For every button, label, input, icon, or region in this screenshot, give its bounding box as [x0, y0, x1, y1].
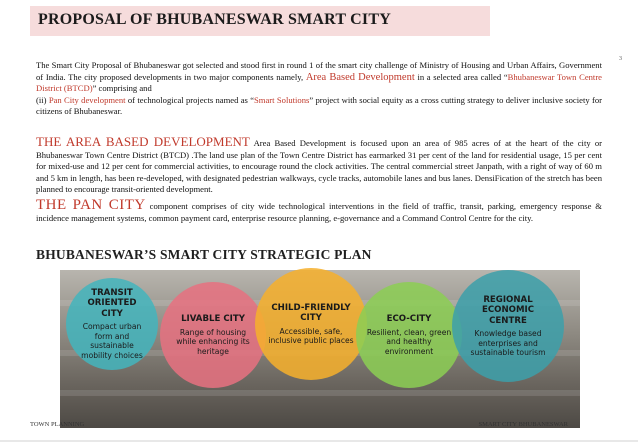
- pan-heading: THE PAN CITY: [36, 197, 146, 213]
- circle-heading: ECO-CITY: [386, 314, 432, 324]
- circle-description: Compact urban form and sustainable mobility choices: [81, 322, 143, 360]
- circle-description: Accessible, safe, inclusive public places: [268, 326, 354, 345]
- intro-text-6: ” project with social equity as a cross cutting strategy to deliver inclusive society for citizens of Bhubaneswar.: [36, 94, 602, 117]
- page-number: 3: [619, 56, 622, 62]
- highlight-area-based-development: Area Based Development: [305, 71, 415, 83]
- pan-text: component comprises of city wide technological interventions in the field of traffic, transit, parking, emergency response & incidence management systems, common payment card, enterprise resource planning, e-governance and a Command Control Centre for the city.: [36, 201, 602, 223]
- strategic-plan-title: BHUBANESWAR’S SMART CITY STRATEGIC PLAN: [36, 247, 372, 262]
- highlight-smart-solutions: Smart Solutions: [254, 94, 310, 105]
- intro-text-5: of technological projects named as “: [125, 94, 255, 105]
- circle-child-friendly-city: [255, 268, 367, 380]
- photo-texture: [60, 390, 580, 396]
- circle-heading: LIVABLE CITY: [181, 314, 245, 324]
- intro-text-1: The Smart City Proposal of Bhubaneswar got selected and stood first in round 1 of the smart city challenge of Ministry of Housing and Urban Affairs, Government of India. The city proposed developments in two major components namely,: [36, 60, 602, 82]
- circle-description: Knowledge based enterprises and sustainable tourism: [470, 329, 546, 357]
- footer-left: TOWN PLANNING: [30, 421, 85, 428]
- highlight-btcd: Bhubaneswar Town Centre District (BTCD): [36, 71, 602, 94]
- intro-text-2: in a selected area called “: [414, 71, 508, 82]
- page-title: PROPOSAL OF BHUBANESWAR SMART CITY: [38, 11, 391, 28]
- pan-paragraph: [36, 197, 602, 224]
- highlight-pan-city-development: Pan City development: [48, 94, 126, 105]
- abd-paragraph: [36, 136, 602, 196]
- circle-livable-city: [160, 282, 266, 388]
- circle-heading: TRANSIT ORIENTED CITY: [87, 287, 137, 319]
- circle-heading: CHILD-FRIENDLY CITY: [271, 302, 351, 323]
- abd-heading: THE AREA BASED DEVELOPMENT: [36, 134, 250, 149]
- abd-text: Area Based Development is focused upon an area of 985 acres of at the heart of the city or Bhubaneswar Town Centre District (BTCD) .The land use plan of the Town Centre District has earmarked 31 per cent of the land for residential usage, 15 per cent for mixed-use and 12 per cent for commercial activities, to encourage round the clock activities. The central commercial street Janpath, with a right of way of 60 m and 5 km in length, has been re-developed, with designated pedestrian walkways, cycle tracks, automobile lanes and bus lanes. DensiFication of the stretch has been planned to encourage transit-oriented development.: [36, 138, 603, 195]
- circle-description: Resilient, clean, green and healthy environment: [366, 327, 452, 356]
- intro-text-4: (ii): [36, 94, 49, 105]
- circle-description: Range of housing while enhancing its heritage: [176, 327, 250, 356]
- circle-eco-city: [356, 282, 462, 388]
- intro-paragraph: [36, 60, 602, 118]
- footer-right: SMART CITY BHUBANESWAR: [478, 421, 568, 428]
- circle-transit-oriented-city: [66, 278, 158, 370]
- circle-regional-economic-centre: [452, 270, 564, 382]
- circle-heading: REGIONAL ECONOMIC CENTRE: [481, 294, 535, 326]
- intro-text-3: ” comprising and: [92, 83, 152, 94]
